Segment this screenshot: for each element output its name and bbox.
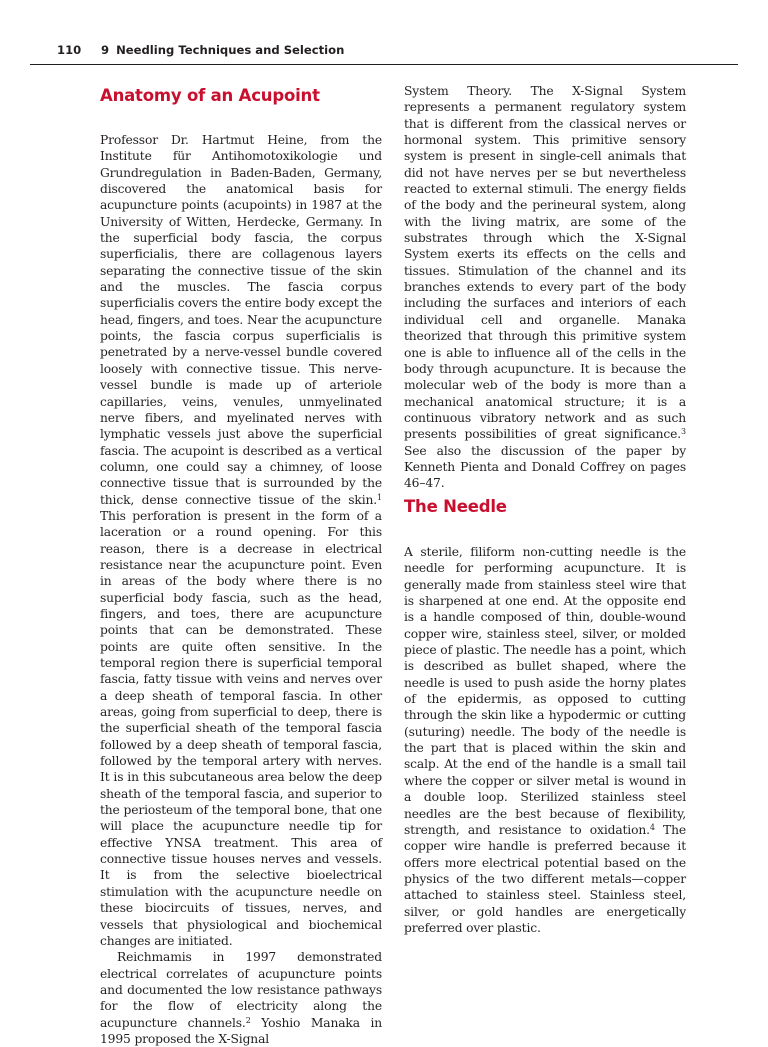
paragraph: Professor Dr. Hartmut Heine, from the Institute für Antihomotoxikologie und Grundregulation in Baden-Baden, Germany, discovered the anatomical basis for acupuncture points (acupoints) in 1987 at the University of Witten, Herdecke, Germany. In the superficial body fascia, the corpus superficialis, there are collagenous layers separating the connective tissue of the skin and the muscles. The fascia corpus superficialis covers the entire body except the head, fingers, and toes. Near the acupuncture points, the fascia corpus superficialis is penetrated by a nerve-vessel bundle covered loosely with connective tissue. This nerve-vessel bundle is made up of arteriole capillaries, veins, venules, unmyelinated nerve fibers, and myelinated nerves with lymphatic vessels just above the superficial fascia. The acupoint is described as a vertical column, one could say a chimney, of loose connective tissue that is surrounded by the thick, dense connective tissue of the skin.$^1$ This perforation is present in the form of a laceration or a round opening. For this reason, there is a decrease in electrical resistance near the acupuncture point. Even in areas of the body where there is no superficial body fascia, such as the head, fingers, and toes, there are acupuncture points that can be demonstrated. These points are quite often sensitive. In the temporal region there is superficial temporal fascia, fatty tissue with veins and nerves over a deep sheath of temporal fascia. In other areas, going from superficial to deep, there is the superficial sheath of the temporal fascia followed by a deep sheath of temporal fascia, followed by the temporal artery with nerves. It is in this subcutaneous area below the deep sheath of the temporal fascia, and superior to the periosteum of the temporal bone, that one will place the acupuncture needle tip for effective YNSA treatment. This area of connective tissue houses nerves and vessels. It is from the selective bioelectrical stimulation with the acupuncture needle on these biocircuits of tissues, nerves, and vessels that physiological and biochemical changes are initiated.	[100, 133, 382, 948]
paragraph: A sterile, filiform non-cutting needle is the needle for performing acupuncture. It is generally made from stainless steel wire that is sharpened at one end. At the opposite end is a handle composed of thin, double-wound copper wire, stainless steel, silver, or molded piece of plastic. The needle has a point, which is described as bullet shaped, where the needle is used to push aside the horny plates of the epidermis, as opposed to cutting through the skin like a hypodermic or cutting (suturing) needle. The body of the needle is the part that is placed within the skin and scalp. At the end of the handle is a small tail where the copper or silver metal is wound in a double loop. Sterilized stainless steel needles are the best because of flexibility, strength, and resistance to oxidation.$^4$ The copper wire handle is preferred because it offers more electrical potential based on the physics of the two different metals—copper attached to stainless steel. Stainless steel, silver, or gold handles are energetically preferred over plastic.	[404, 545, 686, 935]
page-number: 110	[57, 43, 82, 57]
right-column-top	[404, 83, 686, 492]
footnote-ref: 2	[245, 1015, 251, 1025]
running-header	[57, 43, 717, 61]
paragraph: Reichmamis in 1997 demonstrated electrical correlates of acupuncture points and documented the low resistance pathways for the flow of electricity along the acupuncture channels.$^2$ Yoshio Manaka in 1995 proposed the X-Signal	[100, 950, 382, 1046]
chapter-number: 9	[101, 43, 110, 57]
footnote-ref: 4	[649, 822, 655, 832]
chapter-title: Needling Techniques and Selection	[116, 43, 345, 57]
left-column	[100, 132, 382, 1047]
footnote-ref: 3	[681, 427, 686, 437]
footnote-ref: 1	[377, 492, 382, 502]
right-column-bottom	[404, 544, 686, 936]
chapter-heading	[101, 43, 344, 57]
section-title-needle: The Needle	[404, 497, 507, 516]
section-title-anatomy: Anatomy of an Acupoint	[100, 86, 320, 105]
header-rule	[30, 64, 738, 65]
paragraph: System Theory. The X-Signal System represents a permanent regulatory system that is different from the classical nerves or hormonal system. This primitive sensory system is present in single-cell animals that did not have nerves per se but nevertheless reacted to external stimuli. The energy fields of the body and the perineural system, along with the living matrix, are some of the substrates through which the X-Signal System exerts its effects on the cells and tissues. Stimulation of the channel and its branches extends to every part of the body including the surfaces and interiors of each individual cell and organelle. Manaka theorized that through this primitive system one is able to influence all of the cells in the body through acupuncture. It is because the molecular web of the body is more than a mechanical anatomical structure; it is a continuous vibratory network and as such presents possibilities of great significance.$^3$ See also the discussion of the paper by Kenneth Pienta and Donald Coffrey on pages 46–47.	[404, 84, 686, 491]
